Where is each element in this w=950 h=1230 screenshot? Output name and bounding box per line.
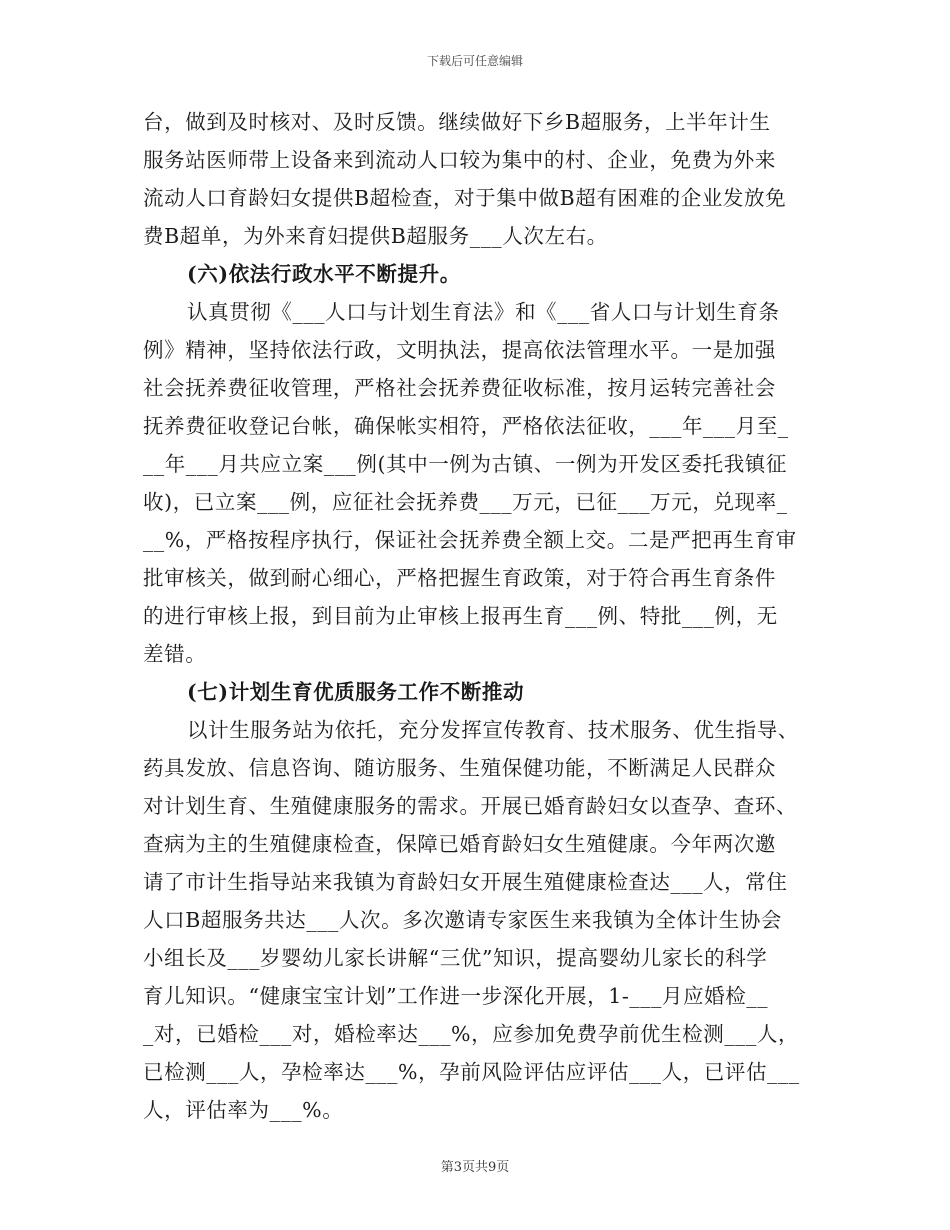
body-line: 育儿知识。“健康宝宝计划”工作进一步深化开展，1-___月应婚检__ xyxy=(143,984,769,1008)
body-line: 小组长及___岁婴幼儿家长讲解“三优”知识，提高婴幼儿家长的科学 xyxy=(143,946,768,970)
body-line: _对，已婚检___对，婚检率达___%，应参加免费孕前优生检测___人， xyxy=(143,1022,800,1046)
body-line: 查病为主的生殖健康检查，保障已婚育龄妇女生殖健康。今年两次邀 xyxy=(143,832,776,856)
body-line: 流动人口育龄妇女提供B超检查，对于集中做B超有困难的企业发放免 xyxy=(143,186,787,210)
body-line: 台，做到及时核对、及时反馈。继续做好下乡B超服务，上半年计生 xyxy=(143,110,771,134)
body-line: __%，严格按程序执行，保证社会抚养费全额上交。二是严把再生育审 xyxy=(143,528,797,552)
body-line: 例》精神，坚持依法行政，文明执法，提高依法管理水平。一是加强 xyxy=(143,338,776,362)
body-line: 费B超单，为外来育妇提供B超服务___人次左右。 xyxy=(143,224,608,248)
page-header-note: 下载后可任意编辑 xyxy=(426,54,523,68)
body-line: 的进行审核上报，到目前为止审核上报再生育___例、特批___例，无 xyxy=(143,604,778,628)
body-line: 服务站医师带上设备来到流动人口较为集中的村、企业，免费为外来 xyxy=(143,148,776,172)
body-line: 社会抚养费征收管理，严格社会抚养费征收标准，按月运转完善社会 xyxy=(143,376,776,400)
body-line: 已检测___人，孕检率达___%，孕前风险评估应评估___人，已评估___ xyxy=(143,1060,800,1084)
body-line: 收)，已立案___例，应征社会抚养费___万元，已征___万元，兑现率_ xyxy=(143,490,788,514)
body-line: 差错。 xyxy=(143,642,207,666)
document-body xyxy=(143,103,813,1129)
body-line: 请了市计生指导站来我镇为育龄妇女开展生殖健康检查达___人，常住 xyxy=(143,870,788,894)
body-line: 药具发放、信息咨询、随访服务、生殖保健功能，不断满足人民群众 xyxy=(143,756,776,780)
page-footer: 第3页共9页 xyxy=(440,1160,510,1175)
body-line: 人，评估率为___%。 xyxy=(143,1098,344,1122)
body-line: 认真贯彻《___人口与计划生育法》和《___省人口与计划生育条 xyxy=(187,300,780,324)
body-line: 人口B超服务共达___人次。多次邀请专家医生来我镇为全体计生协会 xyxy=(143,908,783,932)
body-line: 对计划生育、生殖健康服务的需求。开展已婚育龄妇女以查孕、查环、 xyxy=(143,794,798,818)
body-line: 批审核关，做到耐心细心，严格把握生育政策，对于符合再生育条件 xyxy=(143,566,776,590)
section-heading-7: (七)计划生育优质服务工作不断推动 xyxy=(187,680,525,704)
body-line: 以计生服务站为依托，充分发挥宣传教育、技术服务、优生指导、 xyxy=(187,718,799,742)
section-heading-6: (六)依法行政水平不断提升。 xyxy=(187,262,461,286)
body-line: __年___月共应立案___例(其中一例为古镇、一例为开发区委托我镇征 xyxy=(143,452,787,476)
body-line: 抚养费征收登记台帐，确保帐实相符，严格依法征收，___年___月至_ xyxy=(143,414,789,438)
